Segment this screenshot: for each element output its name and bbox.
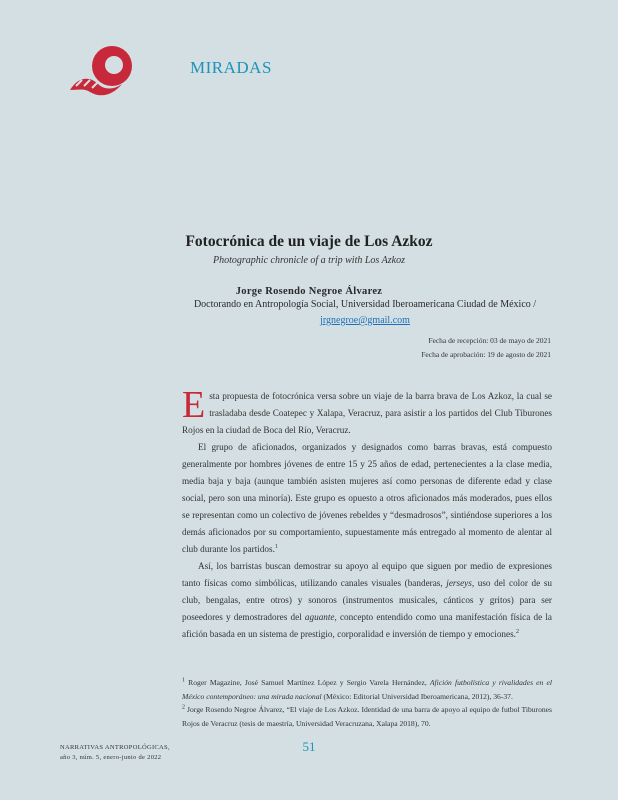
article-subtitle: Photographic chronicle of a trip with Los Azkoz <box>213 255 405 266</box>
drop-cap: E <box>182 384 206 426</box>
footnote-ref-1[interactable]: 1 <box>274 543 278 550</box>
author-email-link[interactable]: jrgnegroe@gmail.com <box>320 315 410 326</box>
article-title: Fotocrónica de un viaje de Los Azkoz <box>185 233 433 250</box>
footnotes <box>182 676 552 730</box>
footnote-ref-2[interactable]: 2 <box>515 628 519 635</box>
footnote-1: $^1$ Roger Magazine, José Samuel Martínez López y Sergio Varela Hernández, Afición futbolística y rivalidades en el México contemporáneo: una mirada nacional (México: Editorial Universidad Iberoamericana, 2012), 36-37. <box>182 677 552 701</box>
paragraph-1: Esta propuesta de fotocrónica versa sobre un viaje de la barra brava de Los Azkoz, la cual se trasladaba desde Coatepec y Xalapa, Veracruz, para asistir a los partidos del Club Tiburones Rojos en la ciudad de Boca del Río, Veracruz. <box>182 384 552 435</box>
affiliation-text: Doctorando en Antropología Social, Universidad Iberoamericana Ciudad de México / <box>193 299 537 310</box>
section-label: MIRADAS <box>190 58 272 77</box>
page-number: 51 <box>302 739 316 754</box>
received-date: Fecha de recepción: 03 de mayo de 2021 <box>428 336 551 345</box>
journal-logo-icon <box>62 40 146 104</box>
footnote-2: $^2$ Jorge Rosendo Negroe Álvarez, “El viaje de Los Azkoz. Identidad de una barra de apoyo al equipo de futbol Tiburones Rojos de Veracruz (tesis de maestría, Universidad Veracruzana, Xalapa 2018), 70. <box>182 704 552 728</box>
journal-issue: año 3, núm. 5, enero-junio de 2022 <box>60 754 162 761</box>
paragraph-2: El grupo de aficionados, organizados y designados como barras bravas, está compuesto generalmente por hombres jóvenes de entre 15 y 25 años de edad, pertenecientes a la clase media, media baja y baja (aunque también asisten mujeres así como personas de diferente edad y clase social, pero son una minoría). Este grupo es opuesto a otros aficionados más moderados, pues ellos se representan como un colectivo de jóvenes rebeldes y “desmadrosos”, sintiéndose superiores a los demás aficionados por su comportamiento, supuestamente más entregado al momento de alentar al club durante los partidos.$^1$ <box>182 442 552 554</box>
paragraph-3: Así, los barristas buscan demostrar su apoyo al equipo que siguen por medio de expresiones tanto físicas como simbólicas, utilizando canales visuales (banderas, jerseys, uso del color de su club, bengalas, entre otros) y sonoros (instrumentos musicales, cánticos y gritos) para ser poseedores y demostradores del aguante, concepto entendido como una manifestación física de la afición basada en un sistema de prestigio, corporalidad e inversión de tiempo y emociones.$^2$ <box>182 561 552 639</box>
article-body <box>182 384 552 643</box>
author-name: Jorge Rosendo Negroe Álvarez <box>235 286 383 297</box>
journal-name: NARRATIVAS ANTROPOLÓGICAS, <box>60 744 170 751</box>
approved-date: Fecha de aprobación: 19 de agosto de 2021 <box>421 350 551 359</box>
article-dates <box>421 334 551 362</box>
author-affiliation <box>175 297 555 329</box>
